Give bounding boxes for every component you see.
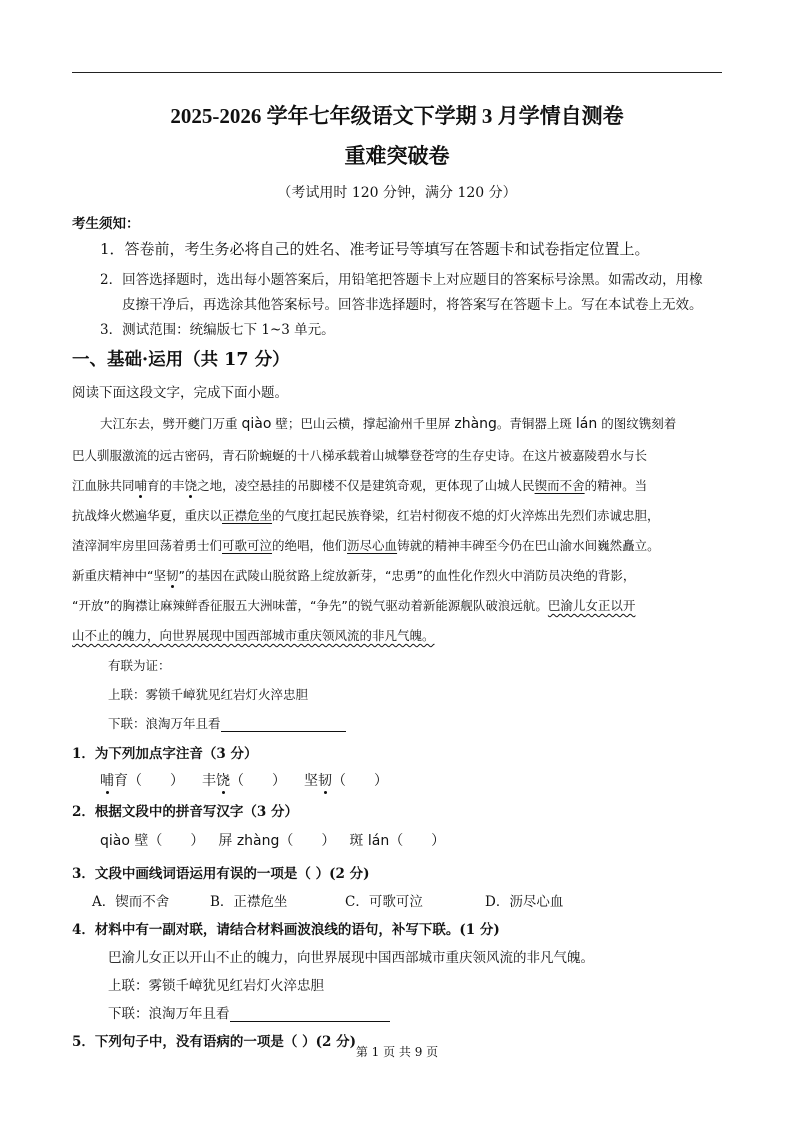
wavy-underlined-sentence: 山不止的魄力，向世界展现中国西部城市重庆领风流的非凡气魄。 [72,628,435,643]
couplet-upper: 上联：雾锁千嶂犹见红岩灯火淬忠胆 [108,687,309,702]
exam-title: 2025-2026 学年七年级语文下学期 3 月学情自测卷 [170,104,624,128]
underlined-phrase-zheng-jin-wei-zuo: 正襟危坐 [222,508,273,523]
question-4-lower [108,1002,390,1022]
header-rule [72,72,722,73]
passage-text: 大江东去，劈开夔门万重 [100,416,242,431]
passage-text: 抗战烽火燃遍华夏，重庆以 [72,508,223,523]
question-5-stem: 5．下列句子中，没有语病的一项是（ ）(2 分) [72,1034,356,1050]
wavy-underlined-sentence: 巴渝儿女正以开 [547,598,636,613]
notice-heading: 考生须知： [72,216,140,232]
q2-item-3-prefix: 斑 [349,833,368,849]
notice-item-2-line-2: 皮擦干净后，再选涂其他答案标号。回答非选择题时，将答案写在答题卡上。写在本试卷上无效。 [122,297,703,313]
dotted-char-rao: 饶 [184,478,198,493]
couplet-lower [108,714,346,732]
q3-option-b[interactable]: B．正襟危坐 [210,894,288,910]
question-4-upper: 上联：雾锁千嶂犹见红岩灯火淬忠胆 [108,978,324,994]
question-4-lower-text: 下联：浪淘万年且看 [108,1006,230,1022]
pinyin-zhang: zhàng [236,833,280,849]
passage-line-4 [72,506,660,524]
underlined-phrase-ke-ge-ke-qi: 可歌可泣 [222,538,273,553]
notice-item-3: 3．测试范围：统编版七下 1~3 单元。 [100,322,335,338]
passage-text: 的精神。当 [584,478,648,493]
q2-item-3-blank[interactable]: （ ） [389,833,446,849]
question-2-items [100,830,445,850]
passage-text: ”的基因在武陵山脱贫路上绽放新芽，“忠勇”的血性化作烈火中消防员决绝的背影， [178,568,636,583]
q2-item-2-prefix: 屏 [218,833,237,849]
pinyin-lan: lán [575,416,598,432]
q3-option-c[interactable]: C．可歌可泣 [345,894,423,910]
dotted-char-bu: 哺 [134,478,148,493]
underlined-phrase-qie-er-bu-she: 锲而不舍 [534,478,585,493]
answer-blank[interactable] [221,717,346,732]
page-footer: 第 1 页 共 9 页 [355,1045,439,1059]
passage-line-8 [72,626,435,644]
passage-line-3 [72,476,647,494]
passage-text: 。青铜器上斑 [496,416,576,431]
passage-text: 的绝唱，他们 [272,538,348,553]
notice-item-1: 1．答卷前，考生务必将自己的姓名、准考证号等填写在答题卡和试卷指定位置上。 [100,240,650,258]
passage-text: 新重庆精神中“坚 [72,568,166,583]
dotted-char-ren: 韧 [165,568,179,583]
section-1-heading: 一、基础·运用（共 17 分） [72,350,290,370]
q1-item-2-blank[interactable]: （ ） [230,773,286,789]
q3-option-a[interactable]: A．锲而不舍 [92,894,170,910]
dotted-char: 韧 [318,773,332,789]
pinyin-qiao: qiào [100,833,130,849]
exam-info: （考试用时 120 分钟，满分 120 分） [277,185,517,201]
q2-item-1-blank[interactable]: 壁（ ） [129,833,205,849]
passage-text: 的图纹镌刻着 [597,416,677,431]
question-1-stem: 1．为下列加点字注音（3 分） [72,746,258,762]
passage-text: 江血脉共同 [72,478,135,493]
question-1-items [100,770,388,790]
question-4-stem: 4．材料中有一副对联，请结合材料画波浪线的语句，补写下联。(1 分) [72,922,500,938]
question-4-quote: 巴渝儿女正以开山不止的魄力，向世界展现中国西部城市重庆领风流的非凡气魄。 [108,950,594,966]
section-1-intro: 阅读下面这段文字，完成下面小题。 [72,385,288,401]
passage-line-6 [72,566,635,584]
q1-item-1-rest[interactable]: 育（ ） [114,773,184,789]
passage-text: 渣滓洞牢房里回荡着勇士们 [72,538,223,553]
pinyin-qiao: qiào [241,416,272,432]
passage-text: 铸就的精神丰碑至今仍在巴山渝水间巍然矗立。 [397,538,660,553]
dotted-char: 饶 [216,773,230,789]
passage-text: 之地，凌空悬挂的吊脚楼不仅是建筑奇观，更体现了山城人民 [197,478,535,493]
passage-text: 壁；巴山云横，撑起渝州千里屏 [271,416,455,431]
q1-item-3-blank[interactable]: （ ） [332,773,388,789]
question-2-stem: 2．根据文段中的拼音写汉字（3 分） [72,804,298,820]
passage-text: “开放”的胸襟让麻辣鲜香征服五大洲味蕾，“争先”的锐气驱动着新能源舰队破浪远航。 [72,598,548,613]
passage-line-7 [72,596,635,614]
passage-line-5 [72,536,660,554]
exam-subtitle: 重难突破卷 [344,143,450,168]
passage-line-2: 巴人驯服激流的远古密码，青石阶蜿蜒的十八梯承载着山城攀登苍穹的生存史诗。在这片被嘉陵碧水与长 [72,448,648,463]
passage-text: 育的丰 [147,478,185,493]
q1-item-2-prefix: 丰 [202,773,216,789]
passage-text: 的气度扛起民族脊梁，红岩村彻夜不熄的灯火淬炼出先烈们赤诚忠胆， [272,508,660,523]
dotted-char: 哺 [100,773,114,789]
passage-line-1 [100,414,676,432]
answer-blank[interactable] [230,1007,390,1022]
q2-item-2-blank[interactable]: （ ） [279,833,336,849]
notice-item-2-line-1: 2．回答选择题时，选出每小题答案后，用铅笔把答题卡上对应题目的答案标号涂黑。如需改动，用橡 [100,272,703,288]
question-3-stem: 3．文段中画线词语运用有误的一项是（ ）(2 分) [72,866,370,882]
underlined-phrase-li-jin-xin-xue: 沥尽心血 [347,538,398,553]
q1-item-3-prefix: 坚 [304,773,318,789]
pinyin-zhang: zhàng [454,416,497,432]
couplet-lower-text: 下联：浪淘万年且看 [108,716,221,731]
q3-option-d[interactable]: D．沥尽心血 [485,894,564,910]
pinyin-lan: lán [367,833,390,849]
couplet-intro: 有联为证： [108,658,171,673]
